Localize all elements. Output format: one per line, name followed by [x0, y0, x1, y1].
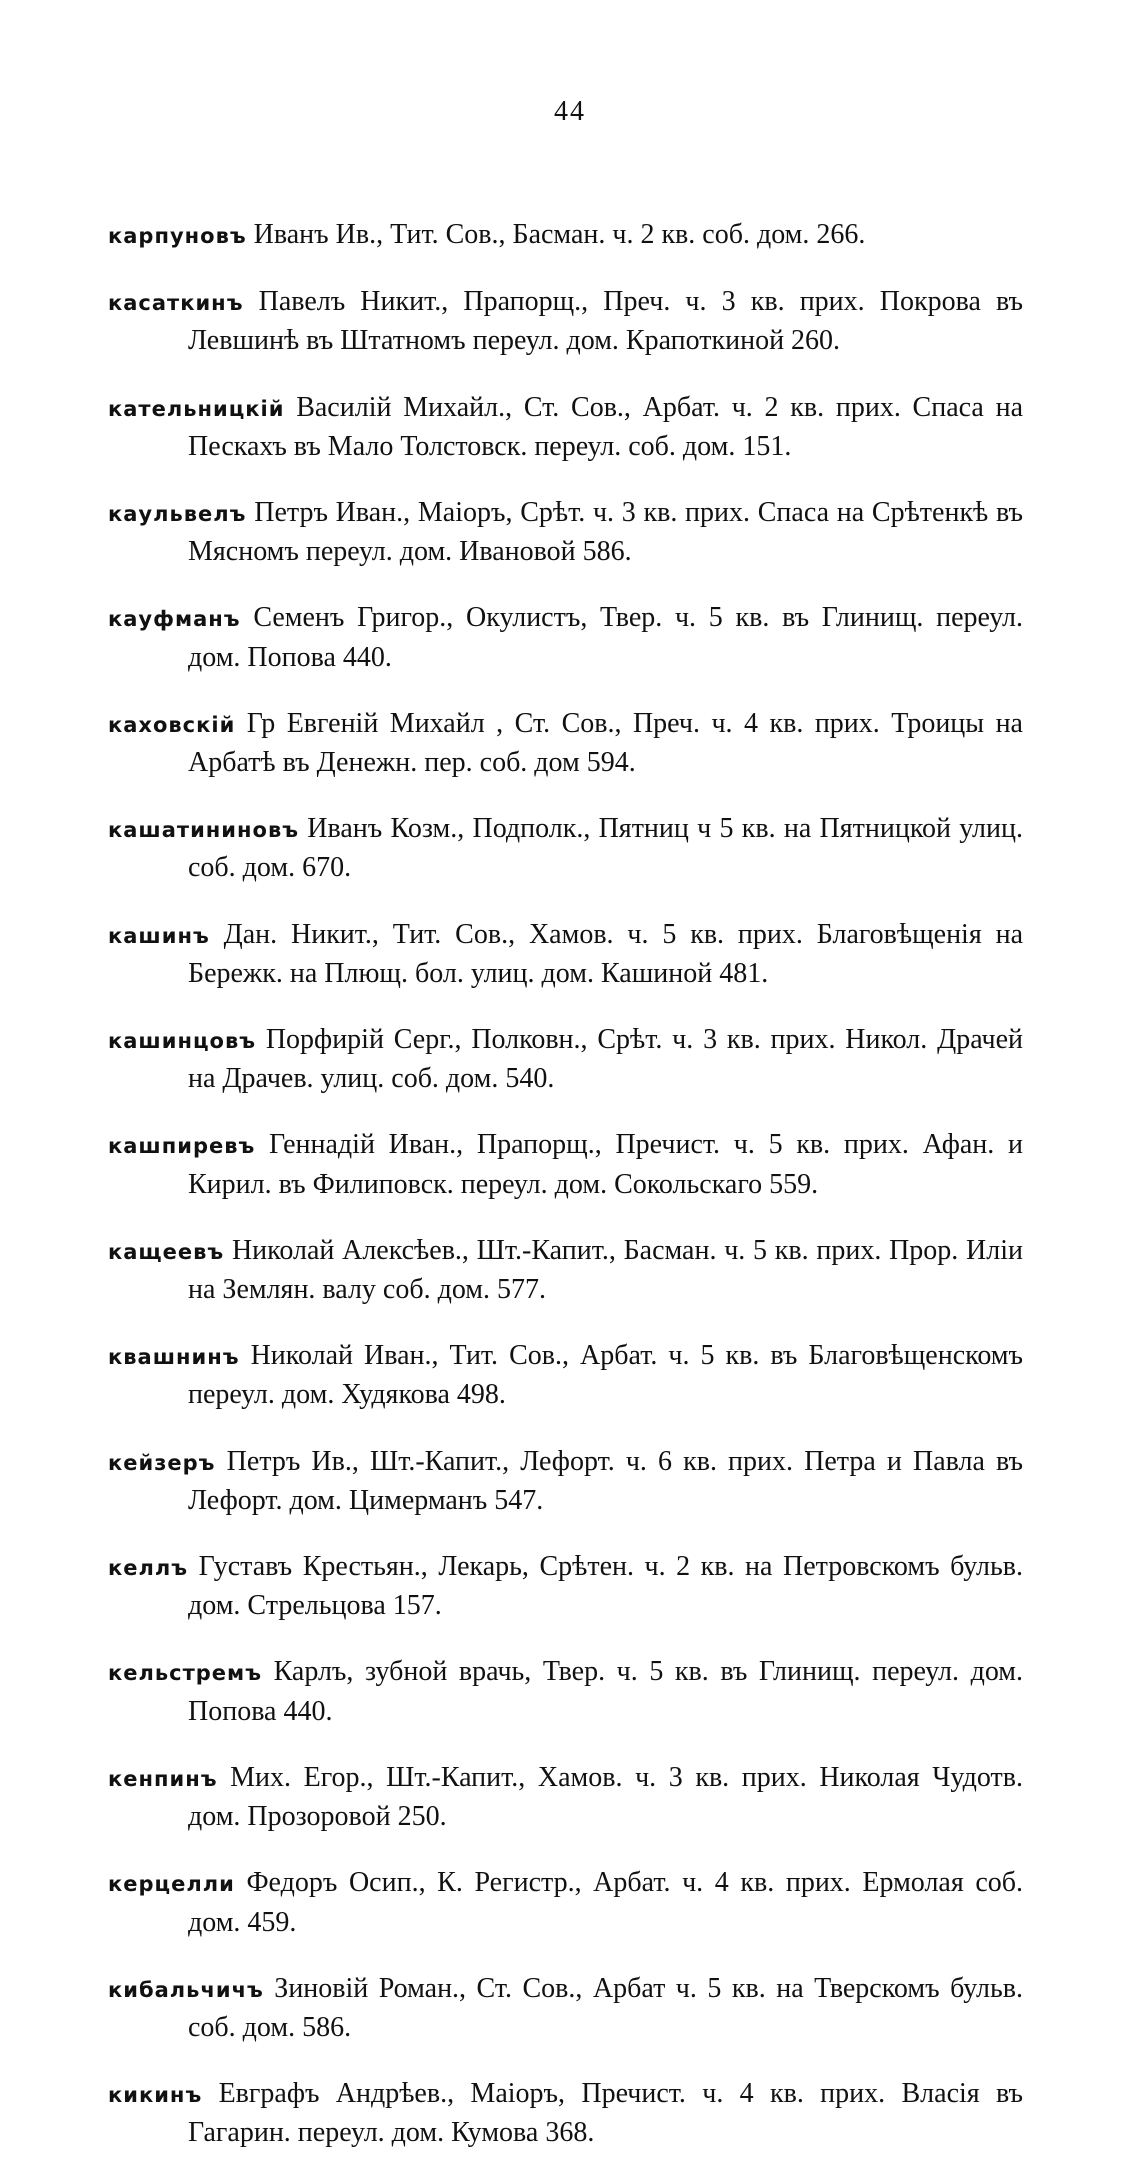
directory-entry	[108, 599, 1023, 676]
entry-surname: квашнинъ	[108, 1345, 240, 1370]
entry-surname: кашпиревъ	[108, 1134, 256, 1159]
directory-entry	[108, 1126, 1023, 1203]
entry-details: Иванъ Козм., Подполк., Пятниц ч 5 кв. на Пятницкой улиц. соб. дом. 670.	[188, 813, 1023, 884]
entry-surname: карпуновъ	[108, 224, 247, 248]
entry-surname: кащеевъ	[108, 1239, 225, 1264]
entry-details: Порфирій Серг., Полковн., Срѣт. ч. 3 кв. прих. Никол. Драчей на Драчев. улиц. соб. дом. 540.	[188, 1024, 1023, 1095]
entry-surname: кашинъ	[108, 923, 210, 948]
entry-surname: керцелли	[108, 1872, 235, 1897]
entry-details: Петръ Ив., Шт.-Капит., Лефорт. ч. 6 кв. прих. Петра и Павла въ Лефорт. дом. Цимерманъ 547.	[188, 1445, 1024, 1516]
entry-details: Семенъ Григор., Окулистъ, Твер. ч. 5 кв. въ Глинищ. переул. дом. Попова 440.	[188, 602, 1023, 673]
directory-entry	[108, 810, 1023, 887]
entry-details: Василій Михайл., Ст. Сов., Арбат. ч. 2 кв. прих. Спаса на Пескахъ въ Мало Толстовск. переул. соб. дом. 151.	[188, 391, 1024, 462]
entry-details: Карлъ, зубной врачь, Твер. ч. 5 кв. въ Глинищ. переул. дом. Попова 440.	[188, 1656, 1024, 1727]
entry-details: Дан. Никит., Тит. Сов., Хамов. ч. 5 кв. прих. Благовѣщенія на Бережк. на Плющ. бол. улиц. дом. Кашиной 481.	[188, 918, 1023, 989]
entry-surname: каульвелъ	[108, 502, 247, 527]
entry-surname: кикинъ	[108, 2083, 203, 2108]
directory-entry	[108, 2075, 1023, 2152]
entry-surname: кибальчичъ	[108, 1977, 264, 2002]
directory-entry	[108, 916, 1023, 993]
entry-surname: кельстремъ	[108, 1661, 262, 1686]
page-number: 44	[554, 96, 586, 127]
entry-details: Николай Алексѣев., Шт.-Капит., Басман. ч. 5 кв. прих. Прор. Иліи на Землян. валу соб. дом. 577.	[188, 1234, 1023, 1306]
entry-surname: кейзеръ	[108, 1450, 216, 1475]
directory-entry	[108, 216, 1023, 255]
directory-entry	[108, 1337, 1023, 1414]
directory-entries	[108, 188, 1023, 2158]
directory-entry	[108, 705, 1023, 782]
entry-details: Евграфъ Андрѣев., Маіоръ, Пречист. ч. 4 кв. прих. Власія въ Гагарин. переул. дом. Кумова 368.	[188, 2078, 1024, 2149]
entry-surname: касаткинъ	[108, 291, 244, 316]
entry-surname: кательницкій	[108, 396, 285, 421]
entry-details: Петръ Иван., Маіоръ, Срѣт. ч. 3 кв. прих. Спаса на Срѣтенкѣ въ Мясномъ переул. дом. Ивановой 586.	[188, 497, 1024, 568]
directory-entry	[108, 1548, 1023, 1625]
directory-entry	[108, 1443, 1023, 1520]
entry-surname: кенпинъ	[108, 1766, 218, 1791]
entry-details: Федоръ Осип., К. Регистр., Арбат. ч. 4 кв. прих. Ермолая соб. дом. 459.	[188, 1867, 1024, 1938]
directory-entry	[108, 389, 1023, 466]
directory-entry	[108, 1021, 1023, 1098]
entry-surname: кашинцовъ	[108, 1029, 257, 1054]
entry-details: Иванъ Ив., Тит. Сов., Басман. ч. 2 кв. соб. дом. 266.	[253, 219, 866, 250]
directory-entry	[108, 1864, 1023, 1941]
entry-surname: кауфманъ	[108, 607, 241, 632]
entry-details: Павелъ Никит., Прапорщ., Преч. ч. 3 кв. прих. Покрова въ Левшинѣ въ Штатномъ переул. дом. Крапоткиной 260.	[188, 286, 1023, 357]
directory-entry	[108, 1970, 1023, 2047]
entry-surname: келлъ	[108, 1556, 189, 1581]
entry-details: Геннадій Иван., Прапорщ., Пречист. ч. 5 кв. прих. Афан. и Кирил. въ Филиповск. переул. дом. Сокольскаго 559.	[188, 1129, 1024, 1200]
entry-details: Николай Иван., Тит. Сов., Арбат. ч. 5 кв. въ Благовѣщенскомъ переул. дом. Худякова 498.	[188, 1340, 1023, 1411]
entry-surname: кашатининовъ	[108, 818, 300, 843]
directory-entry	[108, 283, 1023, 360]
directory-entry	[108, 1232, 1023, 1309]
entry-details: Гр Евгеній Михайл , Ст. Сов., Преч. ч. 4 кв. прих. Троицы на Арбатѣ въ Денежн. пер. соб. дом 594.	[188, 707, 1023, 779]
entry-details: Густавъ Крестьян., Лекарь, Срѣтен. ч. 2 кв. на Петровскомъ бульв. дом. Стрельцова 157.	[188, 1551, 1024, 1622]
directory-entry	[108, 1759, 1023, 1836]
entry-surname: каховскій	[108, 712, 236, 737]
directory-entry	[108, 494, 1023, 571]
directory-entry	[108, 1653, 1023, 1730]
entry-details: Зиновій Роман., Ст. Сов., Арбат ч. 5 кв. на Тверскомъ бульв. соб. дом. 586.	[188, 1972, 1023, 2043]
entry-details: Мих. Егор., Шт.-Капит., Хамов. ч. 3 кв. прих. Николая Чудотв. дом. Прозоровой 250.	[188, 1761, 1024, 1833]
